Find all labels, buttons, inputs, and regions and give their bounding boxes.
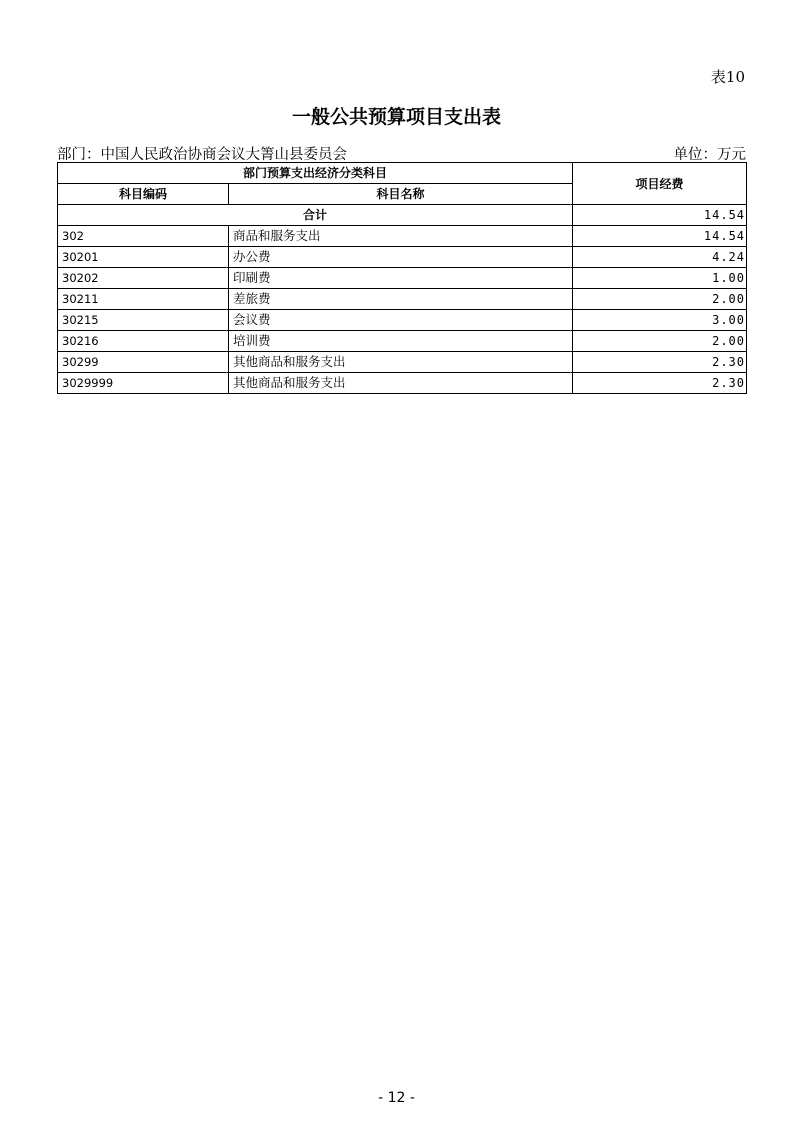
row-amount: 3.00	[573, 310, 747, 331]
table-row	[58, 352, 747, 373]
row-name: 培训费	[229, 331, 573, 352]
table-row	[58, 373, 747, 394]
row-name: 差旅费	[229, 289, 573, 310]
total-amount: 14.54	[573, 205, 747, 226]
row-code: 30201	[58, 247, 229, 268]
row-amount: 2.00	[573, 331, 747, 352]
table-row	[58, 310, 747, 331]
header-name: 科目名称	[229, 184, 573, 205]
row-amount: 1.00	[573, 268, 747, 289]
row-code: 30211	[58, 289, 229, 310]
row-name: 会议费	[229, 310, 573, 331]
row-amount: 2.00	[573, 289, 747, 310]
table-row	[58, 268, 747, 289]
page-number: - 12 -	[378, 1090, 415, 1106]
total-label: 合计	[58, 205, 573, 226]
row-code: 302	[58, 226, 229, 247]
row-code: 30202	[58, 268, 229, 289]
table-row	[58, 226, 747, 247]
row-name: 其他商品和服务支出	[229, 373, 573, 394]
row-name: 其他商品和服务支出	[229, 352, 573, 373]
page-title: 一般公共预算项目支出表	[291, 106, 501, 128]
row-amount: 4.24	[573, 247, 747, 268]
header-amount: 项目经费	[573, 163, 747, 205]
row-code: 30215	[58, 310, 229, 331]
table-row	[58, 289, 747, 310]
header-row-group	[58, 163, 747, 184]
header-group: 部门预算支出经济分类科目	[58, 163, 573, 184]
total-row	[58, 205, 747, 226]
meta-row	[57, 143, 746, 164]
row-amount: 2.30	[573, 373, 747, 394]
row-amount: 14.54	[573, 226, 747, 247]
department-label: 部门：中国人民政治协商会议大箐山县委员会	[57, 147, 347, 163]
row-name: 商品和服务支出	[229, 226, 573, 247]
budget-table	[57, 162, 747, 394]
row-code: 3029999	[58, 373, 229, 394]
table-row	[58, 331, 747, 352]
row-code: 30299	[58, 352, 229, 373]
header-code: 科目编码	[58, 184, 229, 205]
row-amount: 2.30	[573, 352, 747, 373]
row-name: 办公费	[229, 247, 573, 268]
row-name: 印刷费	[229, 268, 573, 289]
row-code: 30216	[58, 331, 229, 352]
unit-label: 单位：万元	[673, 147, 746, 163]
table-row	[58, 247, 747, 268]
table-number: 表10	[710, 68, 745, 86]
